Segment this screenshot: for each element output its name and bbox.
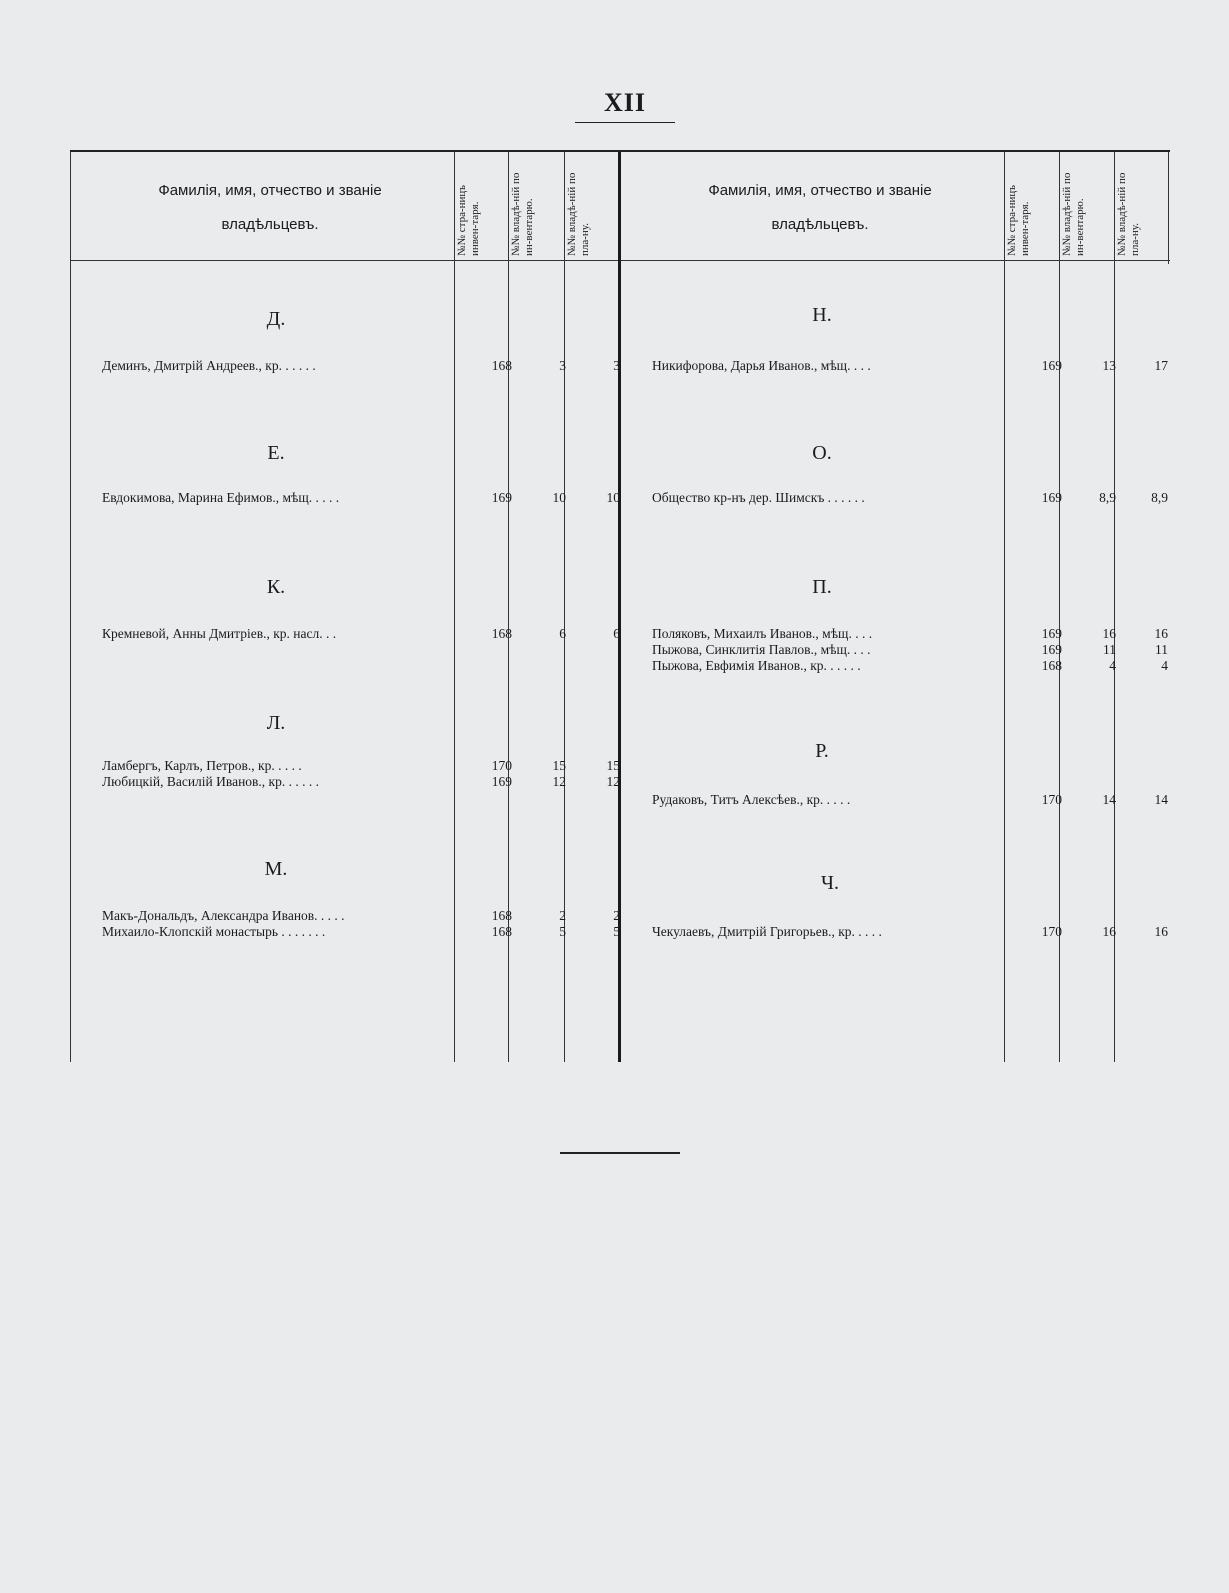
section-letter: Л.	[266, 712, 286, 734]
table-row	[652, 626, 1172, 642]
owner-name: Рудаковъ, Титъ Алексѣев., кр. . . . .	[652, 792, 851, 807]
plan-number-cell: 16	[1154, 924, 1168, 939]
table-row	[102, 490, 622, 506]
table-row	[102, 774, 622, 790]
section-letter: Р.	[815, 740, 829, 762]
page-number-cell: 168	[491, 626, 512, 641]
inventory-number-cell: 4	[1109, 658, 1116, 673]
page-number: XII	[603, 88, 646, 117]
inventory-number-cell: 11	[1103, 642, 1116, 657]
owner-name: Евдокимова, Марина Ефимов., мѣщ. . . . .	[102, 490, 340, 505]
inventory-number-cell: 10	[552, 490, 566, 505]
plan-number-cell: 10	[606, 490, 620, 505]
left-inventory-column-header: №№ владѣ-ній по ин-вентарю.	[510, 172, 535, 256]
right-plan-column-header: №№ владѣ-ній по пла-ну.	[1116, 172, 1141, 256]
page-number-cell: 169	[491, 490, 512, 505]
section-letter: Е.	[267, 442, 285, 464]
section-letter: М.	[264, 858, 288, 880]
inventory-number-cell: 12	[552, 774, 566, 789]
plan-number-cell: 12	[606, 774, 620, 789]
plan-number-cell: 14	[1154, 792, 1168, 807]
plan-number-cell: 8,9	[1151, 490, 1168, 505]
right-owner-column-header: Фамилія, имя, отчество и званіе владѣльцевъ.	[708, 182, 932, 233]
table-row	[102, 358, 622, 374]
page-number-cell: 169	[1041, 642, 1062, 657]
inventory-number-cell: 16	[1102, 626, 1116, 641]
inventory-number-cell: 16	[1102, 924, 1116, 939]
page-number-cell: 170	[491, 758, 512, 773]
page-number-cell: 168	[491, 924, 512, 939]
table-row	[102, 758, 622, 774]
section-letter: К.	[266, 576, 286, 598]
owner-name: Ламбергъ, Карлъ, Петров., кр. . . . .	[102, 758, 302, 773]
left-border	[70, 152, 71, 1062]
right-border	[1168, 152, 1169, 264]
page-number-rule	[575, 122, 675, 123]
owner-name: Пыжова, Синклитія Павлов., мѣщ. . . .	[652, 642, 871, 657]
owner-name: Любицкій, Василій Иванов., кр. . . . . .	[102, 774, 319, 789]
owner-name: Деминъ, Дмитрій Андреев., кр. . . . . .	[102, 358, 316, 373]
left-owner-column-header: Фамилія, имя, отчество и званіе владѣльцевъ.	[158, 182, 382, 233]
plan-number-cell: 11	[1155, 642, 1168, 657]
owner-name: Чекулаевъ, Дмитрій Григорьев., кр. . . . .	[652, 924, 882, 939]
table-row	[102, 924, 622, 940]
plan-number-cell: 15	[606, 758, 620, 773]
plan-number-cell: 6	[613, 626, 620, 641]
inventory-number-cell: 13	[1102, 358, 1116, 373]
left-plan-column-header: №№ владѣ-ній по пла-ну.	[566, 172, 591, 256]
plan-number-cell: 4	[1161, 658, 1168, 673]
page-number-cell: 169	[1041, 490, 1062, 505]
owner-name: Общество кр-нъ дер. Шимскъ . . . . . .	[652, 490, 865, 505]
page-number-cell: 169	[491, 774, 512, 789]
owner-name: Пыжова, Евфимія Иванов., кр. . . . . .	[652, 658, 861, 673]
plan-number-cell: 5	[613, 924, 620, 939]
plan-number-cell: 2	[613, 908, 620, 923]
right-inventory-column-header: №№ владѣ-ній по ин-вентарю.	[1061, 172, 1086, 256]
inventory-number-cell: 3	[559, 358, 566, 373]
plan-number-cell: 17	[1154, 358, 1168, 373]
inventory-number-cell: 2	[559, 908, 566, 923]
owner-name: Поляковъ, Михаилъ Иванов., мѣщ. . . .	[652, 626, 873, 641]
owner-name: Макъ-Дональдъ, Александра Иванов. . . . .	[102, 908, 345, 923]
table-row	[102, 908, 622, 924]
inventory-number-cell: 6	[559, 626, 566, 641]
page-number-cell: 169	[1041, 358, 1062, 373]
section-letter: Н.	[812, 304, 832, 326]
table-row	[652, 642, 1172, 658]
table-row	[652, 792, 1172, 808]
closing-rule	[560, 1152, 680, 1154]
owner-name: Никифорова, Дарья Иванов., мѣщ. . . .	[652, 358, 871, 373]
inventory-number-cell: 5	[559, 924, 566, 939]
page-number-cell: 169	[1041, 626, 1062, 641]
page-number-cell: 168	[491, 358, 512, 373]
right-page-column-header: №№ стра-ницъ инвен-таря.	[1006, 185, 1031, 256]
inventory-number-cell: 15	[552, 758, 566, 773]
section-letter: О.	[812, 442, 832, 464]
section-letter: Ч.	[821, 872, 839, 894]
page-number-cell: 168	[1041, 658, 1062, 673]
page-number-cell: 170	[1041, 924, 1062, 939]
owner-name: Михаило-Клопскій монастырь . . . . . . .	[102, 924, 326, 939]
owner-name: Кремневой, Анны Дмитріев., кр. насл. . .	[102, 626, 337, 641]
table-row	[652, 358, 1172, 374]
table-row	[652, 490, 1172, 506]
section-letter: П.	[812, 576, 832, 598]
inventory-number-cell: 8,9	[1099, 490, 1116, 505]
table-row	[102, 626, 622, 642]
page-number-cell: 168	[491, 908, 512, 923]
table-row	[652, 658, 1172, 674]
plan-number-cell: 3	[613, 358, 620, 373]
owners-ledger-table	[70, 150, 1170, 1062]
plan-number-cell: 16	[1154, 626, 1168, 641]
table-row	[652, 924, 1172, 940]
inventory-number-cell: 14	[1102, 792, 1116, 807]
section-letter: Д.	[266, 308, 286, 330]
left-page-column-header: №№ стра-ницъ инвен-таря.	[456, 185, 481, 256]
page-number-cell: 170	[1041, 792, 1062, 807]
